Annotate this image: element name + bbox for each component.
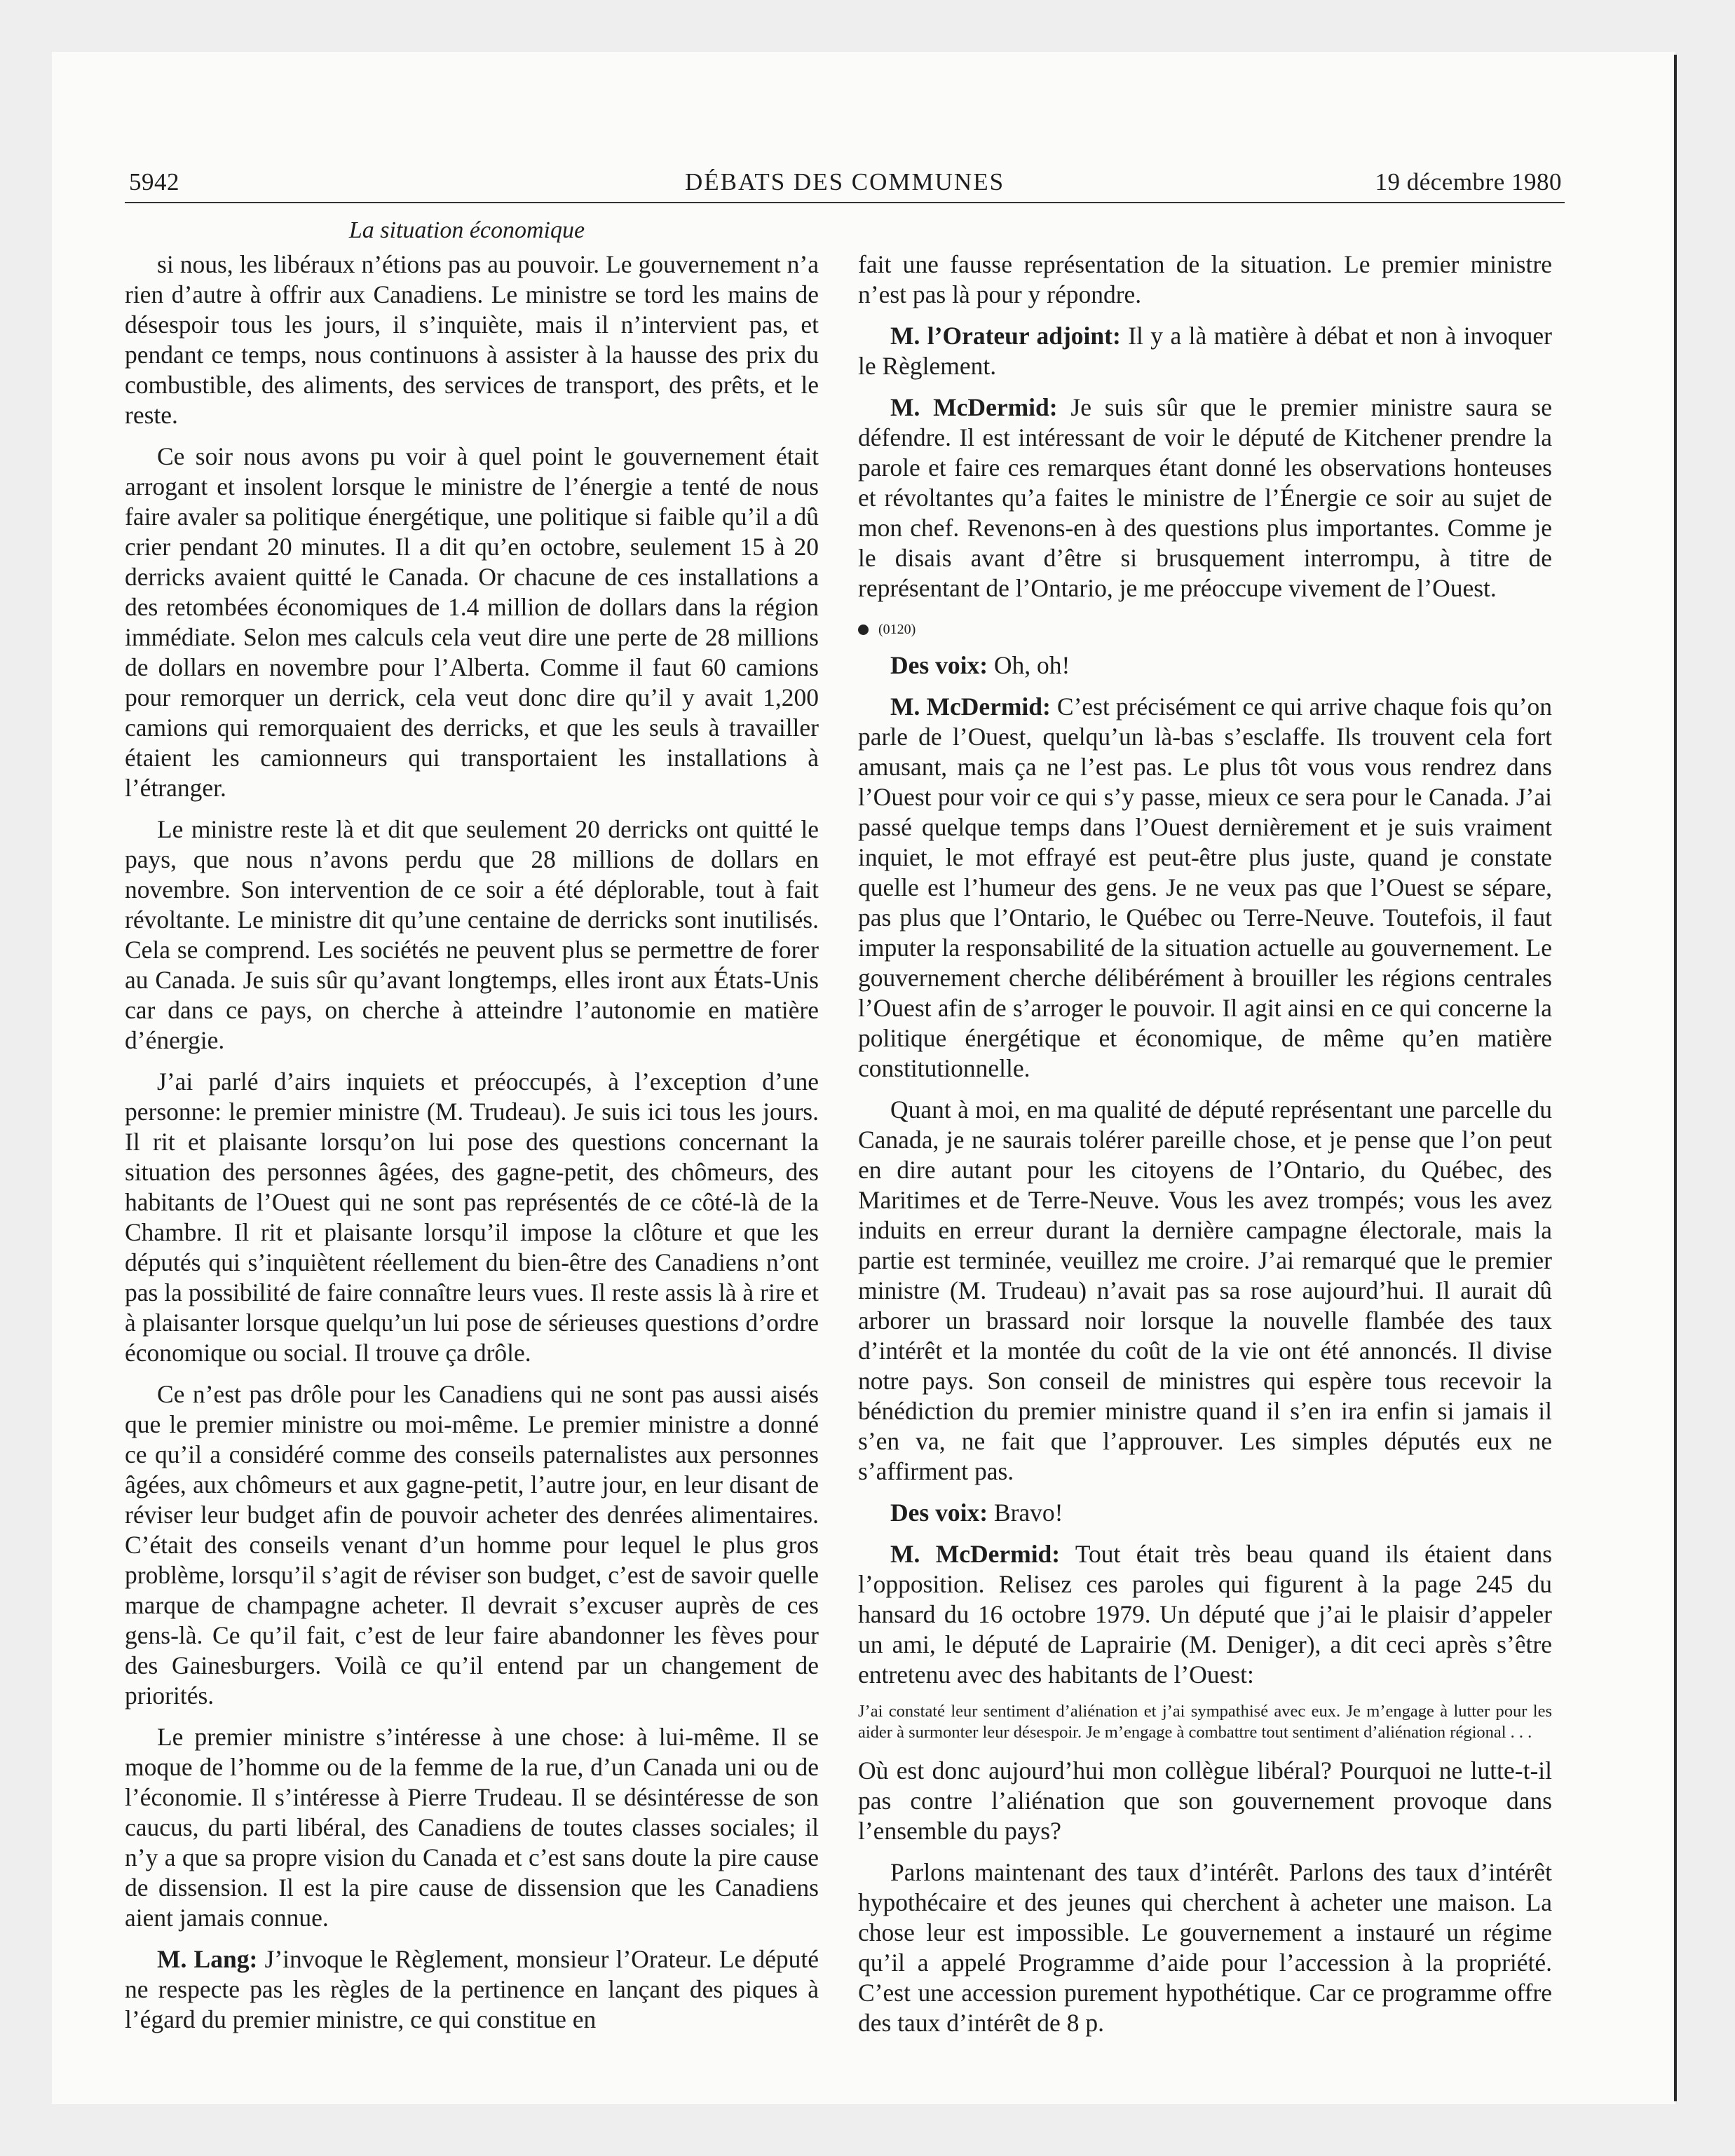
paragraph — [125, 1944, 819, 2035]
paragraph-text: Il y a là matière à débat et non à invoquer le Règlement. — [858, 322, 1552, 380]
paragraph-text: Ce soir nous avons pu voir à quel point le gouvernement était arrogant et insolent lorsque le ministre de l’énergie a tenté de nous faire avaler sa politique énergétique, une politique si faible qu’il a dû crier pendant 20 minutes. Il a dit qu’en octobre, seulement 15 à 20 derricks avaient quitté le Canada. Or chacune de ces installations a des retombées économiques de 1.4 million de dollars dans la région immédiate. Selon mes calculs cela veut dire une perte de 28 millions de dollars en novembre pour l’Alberta. Comme il faut 60 camions pour remorquer un derrick, cela veut donc dire qu’il y avait 1,200 camions qui remorquaient des derricks, et que les seuls à travailler étaient les camionneurs qui transportaient les installations à l’étranger. — [125, 442, 819, 802]
page-header — [125, 167, 1565, 203]
bullet-icon — [858, 625, 869, 635]
publication-title: DÉBATS DES COMMUNES — [684, 168, 1005, 196]
paragraph-text: Le premier ministre s’intéresse à une chose: à lui-même. Il se moque de l’homme ou de la femme de la rue, d’un Canada uni ou de l’économie. Il s’intéresse à Pierre Trudeau. Il se désintéresse de son caucus, du parti libéral, des Canadiens de toutes classes sociales; il n’y a que sa propre vision du Canada et c’est sans doute la pire cause de dissension. Il est la pire cause de dissension que les Canadiens aient jamais connue. — [125, 1723, 819, 1932]
paragraph — [125, 1379, 819, 1711]
paragraph-text: si nous, les libéraux n’étions pas au pouvoir. Le gouvernement n’a rien d’autre à offrir aux Canadiens. Le ministre se tord les mains de désespoir tous les jours, il s’inquiète, mais il n’intervient pas, et pendant ce temps, nous continuons à assister à la hausse des prix du combustible, des aliments, des services de transport, des prêts, et le reste. — [125, 250, 819, 429]
speaker-name: M. McDermid: — [890, 692, 1051, 721]
speaker-name: M. l’Orateur adjoint: — [890, 322, 1121, 350]
paragraph-text: J’invoque le Règlement, monsieur l’Orateur. Le député ne respecte pas les règles de la pertinence en lançant des piques à l’égard du premier ministre, ce qui constitue en — [125, 1945, 819, 2033]
paragraph — [858, 1857, 1552, 2038]
speaker-name: Des voix: — [890, 651, 988, 679]
speaker-name: M. McDermid: — [890, 393, 1058, 421]
publication-date: 19 décembre 1980 — [1375, 168, 1562, 196]
paragraph-text: Le ministre reste là et dit que seulement 20 derricks ont quitté le pays, que nous n’avons perdu que 28 millions de dollars en novembre. Son intervention de ce soir a été déplorable, tout à fait révoltante. Le ministre dit qu’une centaine de derricks sont inutilisés. Cela se comprend. Les sociétés ne peuvent plus se permettre de forer au Canada. Je suis sûr qu’avant longtemps, elles iront aux États-Unis car dans ce pays, on cherche à atteindre l’autonomie en matière d’énergie. — [125, 815, 819, 1054]
paragraph — [125, 814, 819, 1056]
time-marker-label: (0120) — [878, 622, 916, 637]
paragraph-text: Bravo! — [993, 1499, 1063, 1527]
right-column — [858, 250, 1552, 2049]
paragraph — [858, 321, 1552, 381]
paragraph-text: Quant à moi, en ma qualité de député représentant une parcelle du Canada, je ne saurais tolérer pareille chose, et je pense que l’on peut en dire autant pour les citoyens de l’Ontario, du Québec, des Maritimes et de Terre-Neuve. Vous les avez trompés; vous les avez induits en erreur durant la dernière campagne électorale, mais la partie est terminée, veuillez me croire. J’ai remarqué que le premier ministre (M. Trudeau) n’avait pas sa rose aujourd’hui. Il aurait dû arborer un brassard noir lorsque la nouvelle flambée des taux d’intérêt et la montée du coût de la vie ont été annoncés. Il divise notre pays. Son conseil de ministres qui espère tous recevoir la bénédiction du premier ministre quand il s’en ira enfin si jamais il s’en va, ne fait que l’approuver. Les simples députés eux ne s’affirment pas. — [858, 1096, 1552, 1485]
speaker-name: M. McDermid: — [890, 1540, 1061, 1568]
page-binding-edge — [1674, 55, 1677, 2101]
speaker-name: Des voix: — [890, 1499, 988, 1527]
paragraph-text: Où est donc aujourd’hui mon collègue libéral? Pourquoi ne lutte-t-il pas contre l’aliénation que son gouvernement provoque dans l’ensemble du pays? — [858, 1756, 1552, 1845]
paragraph — [858, 1498, 1552, 1528]
paragraph — [858, 393, 1552, 603]
time-marker — [858, 615, 1552, 645]
paragraph — [125, 442, 819, 803]
paragraph-text: Ce n’est pas drôle pour les Canadiens qui ne sont pas aussi aisés que le premier ministre ou moi-même. Le premier ministre a donné ce qu’il a considéré comme des conseils paternalistes aux personnes âgées, aux chômeurs et aux gagne-petit, l’autre jour, en leur disant de réviser leur budget afin de pouvoir acheter des denrées alimentaires. C’était des conseils venant d’un homme pour lequel le plus gros problème, lorsqu’il s’agit de réviser son budget, c’est de savoir quelle marque de champagne acheter. Il devrait s’excuser auprès de ces gens-là. Ce qu’il fait, c’est de leur faire abandonner les fèves pour des Gainesburgers. Voilà ce qu’il entend par un changement de priorités. — [125, 1380, 819, 1710]
paragraph — [858, 650, 1552, 681]
paragraph — [125, 1067, 819, 1368]
paragraph — [125, 1722, 819, 1933]
speaker-name: M. Lang: — [157, 1945, 258, 1973]
quotation: J’ai constaté leur sentiment d’aliénation et j’ai sympathisé avec eux. Je m’engage à lutter pour les aider à surmonter leur désespoir. Je m’engage à combattre tout sentiment d’aliénation régional . . . — [858, 1702, 1552, 1742]
paragraph-text: Parlons maintenant des taux d’intérêt. Parlons des taux d’intérêt hypothécaire et des jeunes qui cherchent à acheter une maison. La chose leur est impossible. Le gouvernement a instauré un régime qu’il a appelé Programme d’aide pour l’accession à la propriété. C’est une accession purement hypothétique. Car ce programme offre des taux d’intérêt de 8 p. — [858, 1858, 1552, 2037]
left-column — [125, 250, 819, 2046]
paragraph — [858, 692, 1552, 1084]
paragraph — [858, 1095, 1552, 1487]
paragraph — [125, 250, 819, 430]
paragraph-text: J’ai parlé d’airs inquiets et préoccupés, à l’exception d’une personne: le premier ministre (M. Trudeau). Je suis ici tous les jours. Il rit et plaisante lorsqu’on lui pose des questions concernant la situation des personnes âgées, des gagne-petit, des chômeurs, des habitants de l’Ouest qui ne sont pas représentés de ce côté-là de la Chambre. Il rit et plaisante lorsqu’il impose la clôture et que les députés qui s’inquiètent réellement du bien-être des Canadiens n’ont pas la possibilité de faire connaître leurs vues. Il reste assis là à rire et à plaisanter lorsque quelqu’un lui pose de sérieuses questions d’ordre économique ou social. Il trouve ça drôle. — [125, 1067, 819, 1367]
paragraph-text: Je suis sûr que le premier ministre saura se défendre. Il est intéressant de voir le député de Kitchener prendre la parole et faire ces remarques étant donné les observations honteuses et révoltantes qu’a faites le ministre de l’Énergie ce soir au sujet de mon chef. Revenons-en à des questions plus importantes. Comme je le disais avant d’être si brusquement interrompu, à titre de représentant de l’Ontario, je me préoccupe vivement de l’Ouest. — [858, 393, 1553, 602]
paragraph — [858, 250, 1552, 310]
page-number: 5942 — [129, 168, 179, 196]
paragraph-text: Oh, oh! — [993, 651, 1070, 679]
paragraph-text: C’est précisément ce qui arrive chaque fois qu’on parle de l’Ouest, quelqu’un là-bas s’esclaffe. Ils trouvent cela fort amusant, mais ça ne l’est pas. Le plus tôt vous vous rendrez dans l’Ouest pour voir ce qui s’y passe, mieux ce sera pour le Canada. J’ai passé quelque temps dans l’Ouest dernièrement et je suis vraiment inquiet, le mot effrayé est peut-être plus juste, quand je constate quelle est l’humeur des gens. Je ne veux pas que l’Ouest se sépare, pas plus que l’Ontario, le Québec ou Terre-Neuve. Toutefois, il faut imputer la responsabilité de la situation actuelle au gouvernement. Le gouvernement cherche délibérément à brouiller les régions centrales l’Ouest afin de s’arroger le pouvoir. Il agit ainsi en ce qui concerne la politique énergétique et économique, de même qu’en matière constitutionnelle. — [858, 692, 1552, 1082]
paragraph-text: Tout était très beau quand ils étaient dans l’opposition. Relisez ces paroles qui figurent à la page 245 du hansard du 16 octobre 1979. Un député que j’ai le plaisir d’appeler un ami, le député de Laprairie (M. Deniger), a dit ceci après s’être entretenu avec des habitants de l’Ouest: — [858, 1540, 1553, 1688]
paragraph — [858, 1539, 1552, 1690]
paragraph — [858, 1756, 1552, 1846]
paragraph-text: fait une fausse représentation de la situation. Le premier ministre n’est pas là pour y répondre. — [858, 250, 1552, 308]
section-title: La situation économique — [348, 217, 585, 243]
